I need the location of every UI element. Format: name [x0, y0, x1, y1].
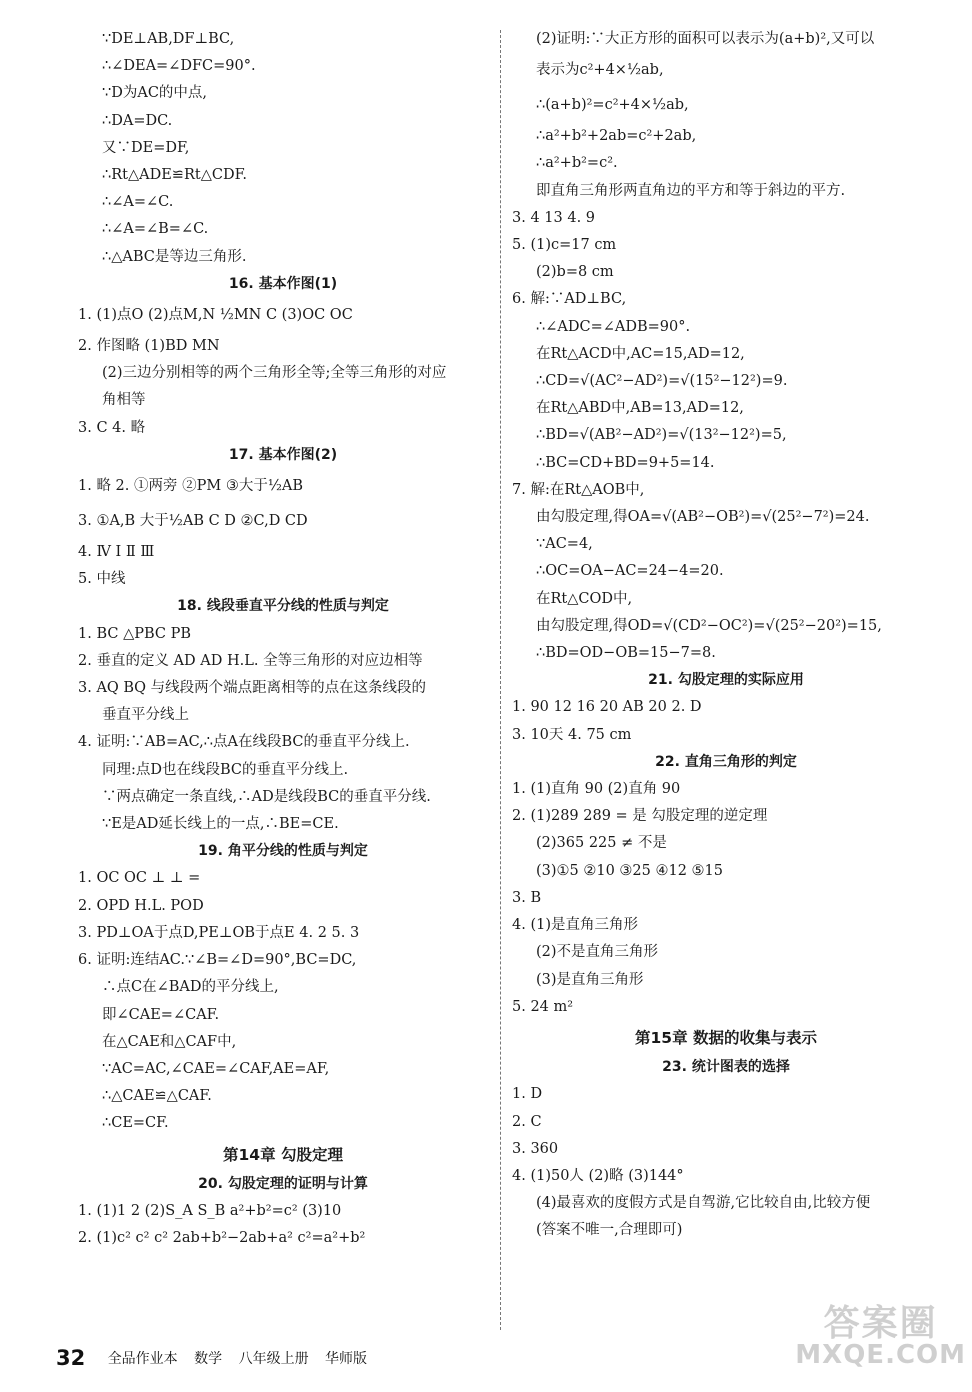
answer-line: ∴CD=√(AC²−AD²)=√(15²−12²)=9.	[536, 373, 788, 390]
answer-line: 2. (1)289 289 = 是 勾股定理的逆定理	[512, 808, 768, 825]
answer-line: 5. 中线	[78, 571, 126, 588]
answer-line: ∴△ABC是等边三角形.	[102, 248, 247, 265]
answer-line: 1. (1)点O (2)点M,N ½MN C (3)OC OC	[78, 307, 353, 324]
section-title: 22. 直角三角形的判定	[655, 753, 797, 770]
subject-label: 数学	[194, 1351, 223, 1367]
watermark-site: MXQE.COM	[795, 1340, 966, 1370]
section-title: 21. 勾股定理的实际应用	[648, 672, 804, 689]
answer-line: 4. (1)50人 (2)略 (3)144°	[512, 1167, 684, 1184]
answer-line: ∵AC=4,	[536, 536, 593, 553]
answer-line: ∵D为AC的中点,	[102, 85, 208, 102]
answer-line: ∴a²+b²=c².	[536, 155, 618, 172]
answer-line: 2. OPD H.L. POD	[78, 897, 204, 914]
chapter-heading: 第15章 数据的收集与表示	[635, 1028, 817, 1047]
answer-line: 7. 解:在Rt△AOB中,	[512, 481, 645, 498]
answer-line: 3. C 4. 略	[78, 419, 146, 436]
answer-line: 3. ①A,B 大于½AB C D ②C,D CD	[78, 513, 308, 530]
answer-line: ∵DE⊥AB,DF⊥BC,	[102, 31, 235, 47]
answer-column-right	[512, 26, 940, 1245]
section-title: 17. 基本作图(2)	[228, 446, 338, 463]
answer-line: 在Rt△ABD中,AB=13,AD=12,	[536, 400, 744, 417]
answer-line: 2. 作图略 (1)BD MN	[78, 338, 220, 355]
answer-line: 由勾股定理,得OD=√(CD²−OC²)=√(25²−20²)=15,	[536, 617, 882, 634]
answer-line: 6. 解:∵AD⊥BC,	[512, 291, 627, 308]
answer-line: (3)是直角三角形	[536, 971, 644, 988]
answer-line: (2)365 225 ≠ 不是	[536, 835, 667, 852]
answer-line: 1. (1)1 2 (2)S_A S_B a²+b²=c² (3)10	[78, 1202, 342, 1219]
answer-line: 2. C	[512, 1113, 542, 1130]
answer-column-left	[78, 26, 488, 1252]
answer-line: 即直角三角形两直角边的平方和等于斜边的平方.	[536, 182, 846, 199]
answer-line: 6. 证明:连结AC.∵∠B=∠D=90°,BC=DC,	[78, 952, 357, 969]
answer-line: 4. 证明:∵AB=AC,∴点A在线段BC的垂直平分线上.	[78, 734, 410, 751]
chapter-heading: 第14章 勾股定理	[223, 1145, 343, 1164]
grade-label: 八年级上册	[238, 1351, 309, 1367]
section-title: 16. 基本作图(1)	[228, 275, 338, 292]
answer-line: 即∠CAE=∠CAF.	[102, 1006, 220, 1023]
answer-line: ∴BD=OD−OB=15−7=8.	[536, 645, 716, 662]
answer-line: 4. Ⅳ Ⅰ Ⅱ Ⅲ	[78, 544, 155, 561]
answer-line: 5. (1)c=17 cm	[512, 237, 617, 254]
answer-line: ∴DA=DC.	[102, 112, 173, 129]
answer-line: ∴△CAE≌△CAF.	[102, 1088, 212, 1105]
answer-line: ∴BD=√(AB²−AD²)=√(13²−12²)=5,	[536, 427, 787, 444]
answer-line: 3. 360	[512, 1140, 559, 1157]
answer-line: 由勾股定理,得OA=√(AB²−OB²)=√(25²−7²)=24.	[536, 509, 870, 526]
answer-line: 3. 4 13 4. 9	[512, 209, 596, 226]
page-footer	[56, 1346, 379, 1370]
answer-line: 又∵DE=DF,	[102, 139, 190, 156]
answer-line: ∴∠A=∠B=∠C.	[102, 221, 209, 238]
answer-line: ∴CE=CF.	[102, 1115, 169, 1132]
answer-line: 角相等	[102, 392, 146, 409]
answer-line: 1. D	[512, 1086, 543, 1103]
answer-line: 同理:点D也在线段BC的垂直平分线上.	[102, 761, 349, 778]
answer-line: (3)①5 ②10 ③25 ④12 ⑤15	[536, 862, 723, 879]
answer-line: 1. OC OC ⊥ ⊥ =	[78, 870, 201, 887]
answer-line: ∴点C在∠BAD的平分线上,	[102, 979, 279, 996]
answer-line: 垂直平分线上	[102, 707, 189, 724]
answer-line: ∴∠A=∠C.	[102, 194, 174, 211]
answer-line: 3. 10天 4. 75 cm	[512, 726, 632, 743]
watermark	[795, 1303, 966, 1370]
answer-line: 3. PD⊥OA于点D,PE⊥OB于点E 4. 2 5. 3	[78, 924, 360, 941]
answer-line: ∴BC=CD+BD=9+5=14.	[536, 454, 715, 471]
answer-line: (2)证明:∵大正方形的面积可以表示为(a+b)²,又可以	[536, 31, 875, 47]
section-title: 20. 勾股定理的证明与计算	[198, 1175, 368, 1192]
answer-line: 5. 24 m²	[512, 998, 574, 1015]
answer-line: 表示为c²+4×½ab,	[536, 62, 664, 79]
column-divider	[500, 30, 501, 1330]
answer-line: ∵AC=AC,∠CAE=∠CAF,AE=AF,	[102, 1060, 330, 1077]
answer-line: 在Rt△ACD中,AC=15,AD=12,	[536, 345, 745, 362]
section-title: 19. 角平分线的性质与判定	[198, 843, 368, 860]
book-title: 全品作业本	[107, 1351, 178, 1367]
answer-line: 1. BC △PBC PB	[78, 625, 192, 642]
answer-line: 2. (1)c² c² c² 2ab+b²−2ab+a² c²=a²+b²	[78, 1230, 366, 1247]
answer-line: 1. (1)直角 90 (2)直角 90	[512, 781, 681, 798]
edition-label: 华师版	[325, 1351, 368, 1367]
answer-line: 2. 垂直的定义 AD AD H.L. 全等三角形的对应边相等	[78, 652, 423, 669]
answer-line: ∴∠ADC=∠ADB=90°.	[536, 318, 691, 335]
answer-line: 1. 略 2. ①两旁 ②PM ③大于½AB	[78, 478, 303, 495]
answer-line: ∴Rt△ADE≌Rt△CDF.	[102, 167, 247, 184]
answer-line: (2)b=8 cm	[536, 264, 614, 281]
page-number: 32	[56, 1346, 86, 1370]
answer-line: (答案不唯一,合理即可)	[536, 1222, 683, 1239]
watermark-logo: 答案圈	[823, 1303, 938, 1344]
answer-line: (2)三边分别相等的两个三角形全等;全等三角形的对应	[102, 365, 447, 382]
answer-line: 在△CAE和△CAF中,	[102, 1033, 237, 1050]
answer-line: ∴a²+b²+2ab=c²+2ab,	[536, 128, 697, 145]
section-title: 23. 统计图表的选择	[662, 1059, 790, 1076]
answer-line: 3. AQ BQ 与线段两个端点距离相等的点在这条线段的	[78, 680, 427, 697]
answer-line: 3. B	[512, 889, 542, 906]
answer-line: ∵两点确定一条直线,∴AD是线段BC的垂直平分线.	[102, 788, 431, 805]
answer-line: ∵E是AD延长线上的一点,∴BE=CE.	[102, 816, 339, 833]
answer-line: (4)最喜欢的度假方式是自驾游,它比较自由,比较方便	[536, 1195, 871, 1212]
answer-line: ∴(a+b)²=c²+4×½ab,	[536, 97, 689, 114]
section-title: 18. 线段垂直平分线的性质与判定	[177, 598, 389, 615]
answer-line: 在Rt△COD中,	[536, 590, 633, 607]
answer-line: (2)不是直角三角形	[536, 944, 659, 961]
answer-line: 1. 90 12 16 20 AB 20 2. D	[512, 699, 702, 716]
answer-line: ∴OC=OA−AC=24−4=20.	[536, 563, 724, 580]
answer-line: ∴∠DEA=∠DFC=90°.	[102, 58, 256, 75]
answer-line: 4. (1)是直角三角形	[512, 917, 638, 934]
